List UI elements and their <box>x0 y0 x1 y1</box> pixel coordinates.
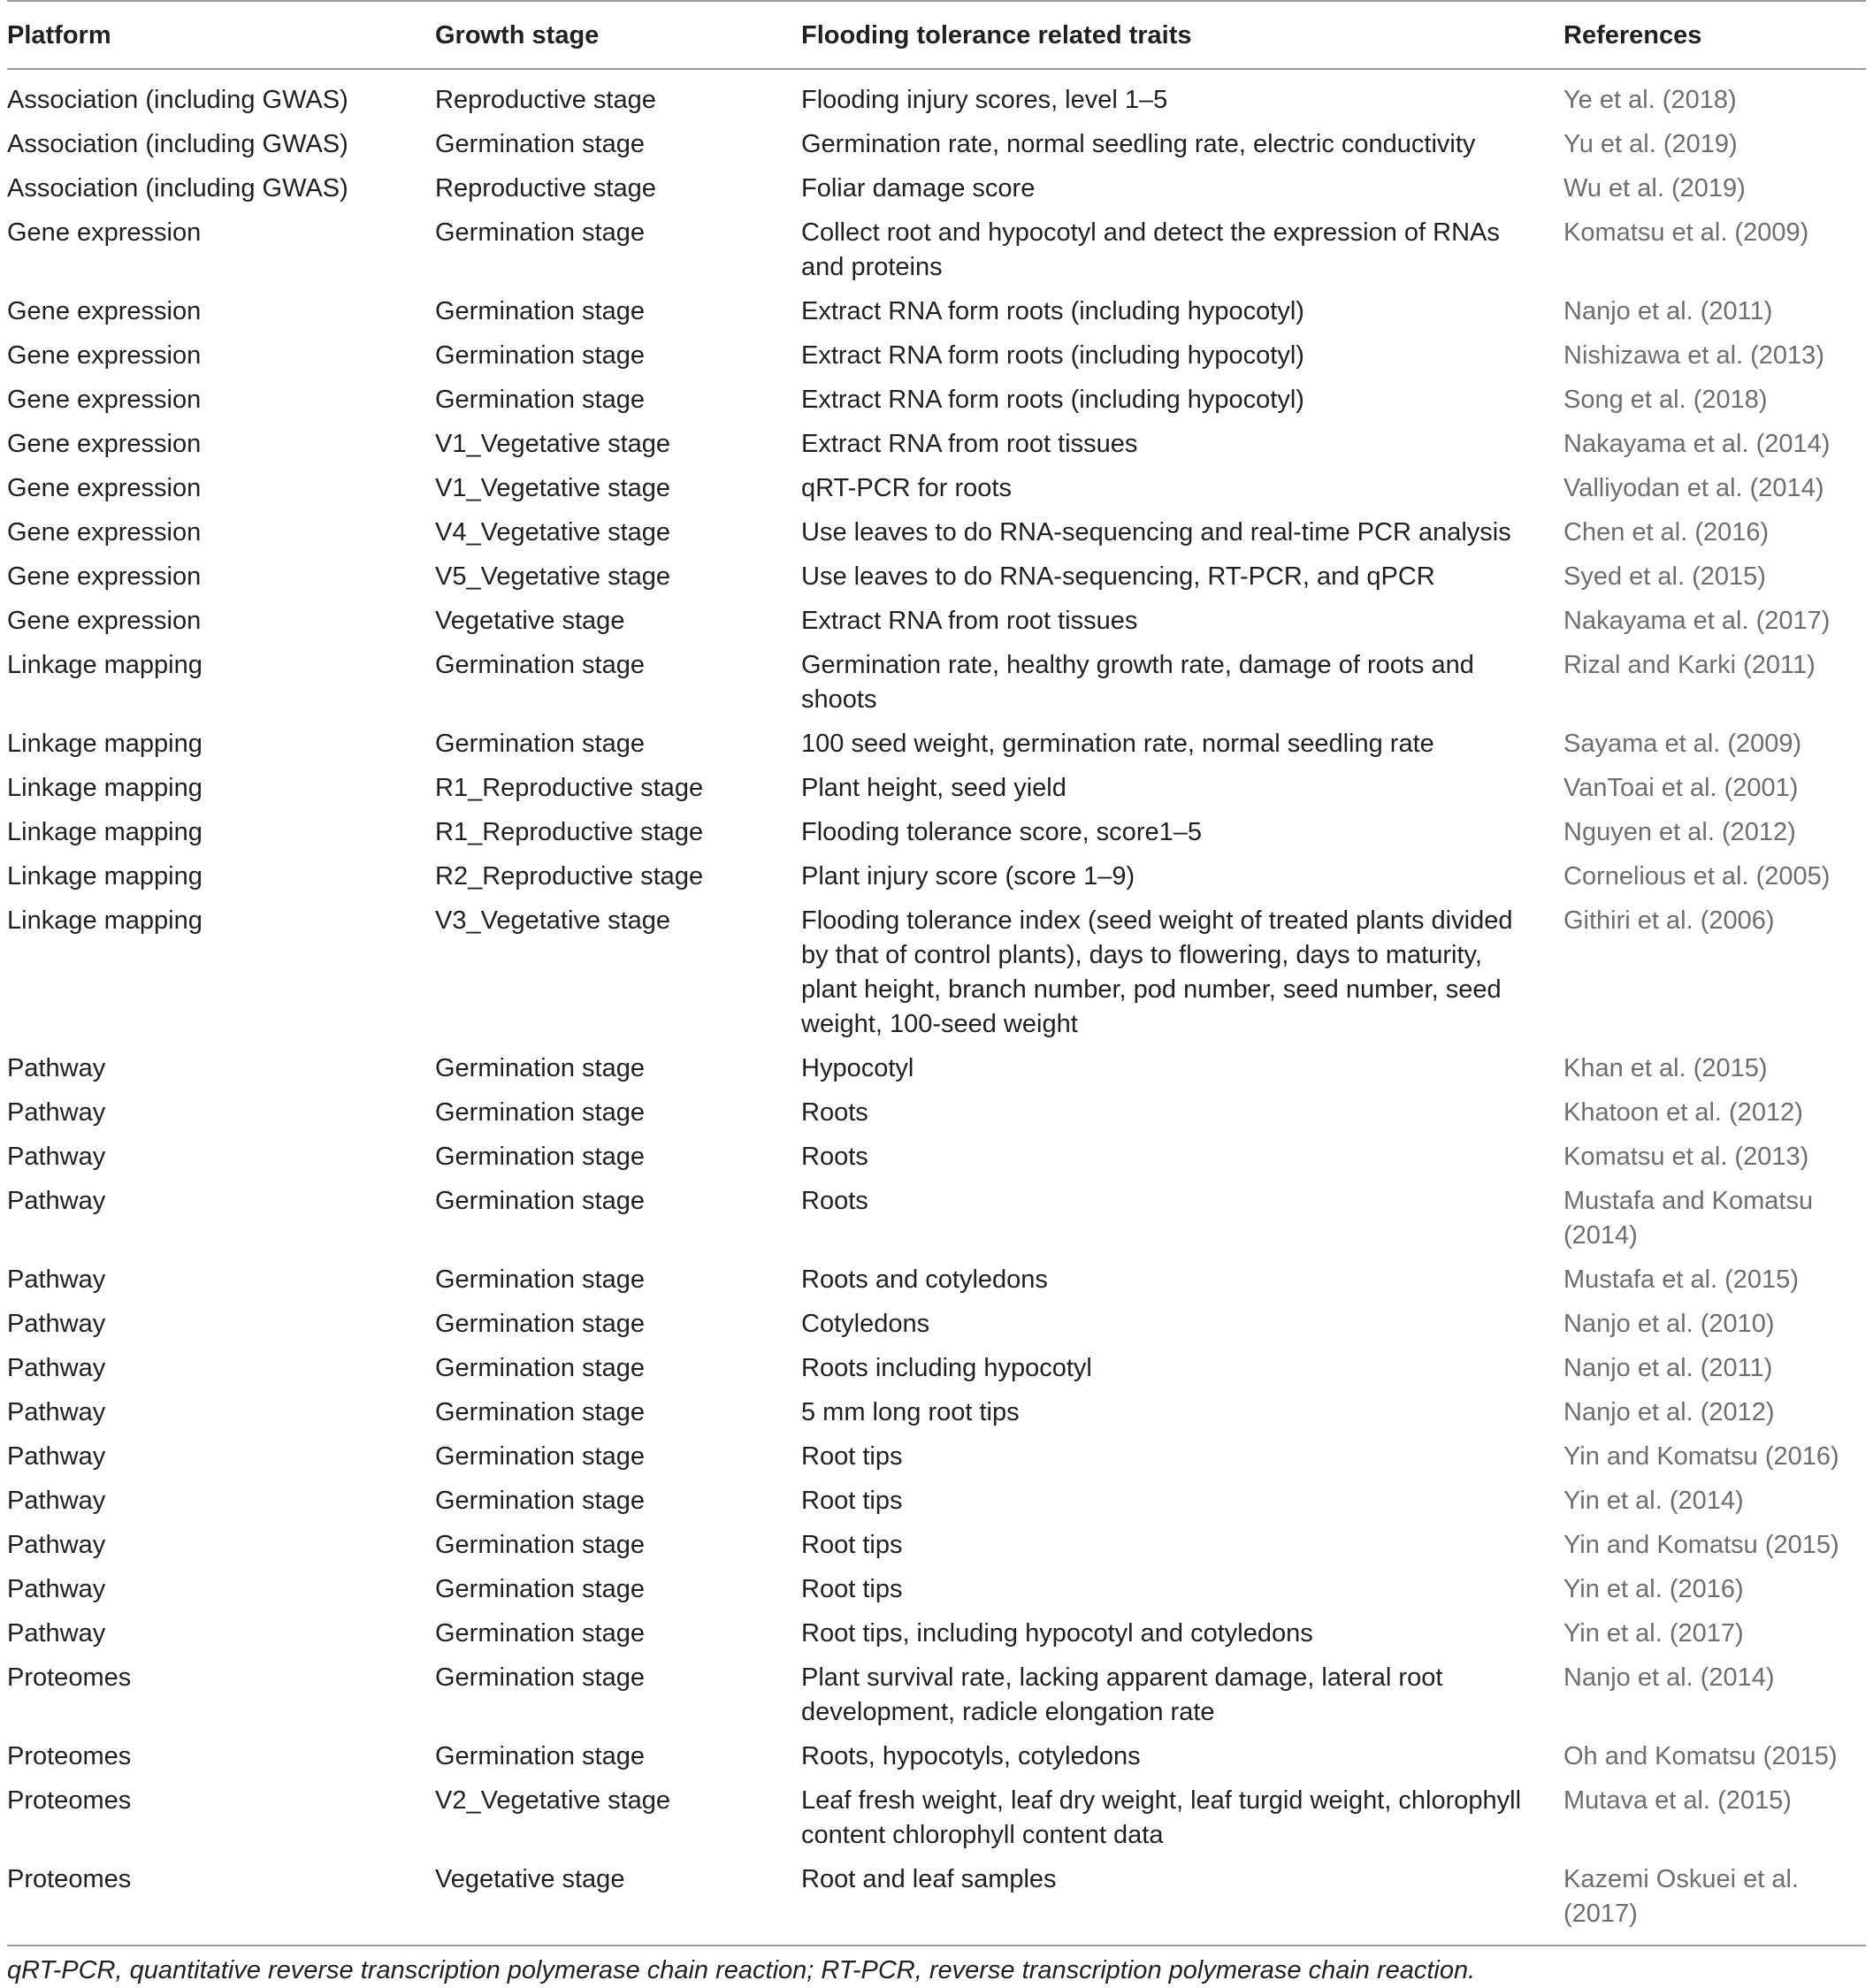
table-row <box>7 469 1866 513</box>
trait-cell: Plant survival rate, lacking apparent damage, lateral root development, radicle elongation rate <box>801 1663 1443 1726</box>
growth-stage-cell: Germination stage <box>435 218 645 247</box>
trait-cell: Extract RNA from root tissues <box>801 430 1138 458</box>
table-row <box>7 857 1866 901</box>
header-row <box>7 1 1866 69</box>
table-row <box>7 1260 1866 1304</box>
trait-cell: Extract RNA form roots (including hypocotyl) <box>801 297 1304 325</box>
table-row <box>7 424 1866 469</box>
growth-stage-cell: Germination stage <box>435 1487 645 1515</box>
header-platform: Platform <box>7 21 111 50</box>
growth-stage-cell: Germination stage <box>435 1742 645 1770</box>
header-references: References <box>1563 21 1702 50</box>
trait-cell: Extract RNA form roots (including hypocotyl) <box>801 341 1304 370</box>
reference-cell: Mustafa et al. (2015) <box>1563 1265 1799 1294</box>
reference-cell: Yu et al. (2019) <box>1563 130 1738 158</box>
trait-cell: 5 mm long root tips <box>801 1398 1020 1426</box>
trait-cell: Roots and cotyledons <box>801 1265 1048 1294</box>
platform-cell: Gene expression <box>7 341 202 370</box>
growth-stage-cell: R1_Reproductive stage <box>435 774 704 802</box>
table-row <box>7 1349 1866 1393</box>
trait-cell: Roots <box>801 1143 868 1171</box>
growth-stage-cell: Germination stage <box>435 341 645 370</box>
reference-cell: Valliyodan et al. (2014) <box>1563 474 1824 502</box>
platform-cell: Gene expression <box>7 386 202 414</box>
reference-cell: Githiri et al. (2006) <box>1563 906 1775 935</box>
platform-cell: Linkage mapping <box>7 906 203 935</box>
reference-cell: Yin et al. (2016) <box>1563 1575 1744 1603</box>
table-row <box>7 292 1866 336</box>
reference-cell: Yin and Komatsu (2016) <box>1563 1442 1839 1471</box>
platform-cell: Linkage mapping <box>7 818 203 846</box>
growth-stage-cell: Reproductive stage <box>435 174 656 203</box>
table-footnote: qRT-PCR, quantitative reverse transcription polymerase chain reaction; RT-PCR, reverse transcription polymerase chain reaction. <box>7 1956 1476 1984</box>
table-row <box>7 1437 1866 1481</box>
reference-cell: Chen et al. (2016) <box>1563 518 1770 547</box>
table-row <box>7 169 1866 213</box>
growth-stage-cell: Germination stage <box>435 386 645 414</box>
table-row <box>7 557 1866 601</box>
growth-stage-cell: R2_Reproductive stage <box>435 862 704 891</box>
table-row <box>7 601 1866 646</box>
reference-cell: Yin et al. (2014) <box>1563 1487 1744 1515</box>
reference-cell: Rizal and Karki (2011) <box>1563 651 1816 679</box>
platform-cell: Gene expression <box>7 518 202 547</box>
platform-cell: Linkage mapping <box>7 651 203 679</box>
reference-cell: Mutava et al. (2015) <box>1563 1786 1792 1815</box>
platform-cell: Pathway <box>7 1487 106 1515</box>
reference-cell: Cornelious et al. (2005) <box>1563 862 1831 891</box>
growth-stage-cell: Germination stage <box>435 1575 645 1603</box>
reference-cell: Nanjo et al. (2011) <box>1563 297 1773 325</box>
reference-cell: Nakayama et al. (2014) <box>1563 430 1831 458</box>
platform-cell: Pathway <box>7 1354 106 1382</box>
trait-cell: Extract RNA from root tissues <box>801 607 1138 635</box>
reference-cell: Nanjo et al. (2014) <box>1563 1663 1775 1692</box>
reference-cell: Syed et al. (2015) <box>1563 562 1766 591</box>
trait-cell: 100 seed weight, germination rate, normal seedling rate <box>801 730 1434 758</box>
table-row <box>7 1658 1866 1737</box>
reference-cell: Kazemi Oskuei et al. (2017) <box>1563 1865 1799 1928</box>
trait-cell: Germination rate, normal seedling rate, electric conductivity <box>801 130 1476 158</box>
reference-cell: Yin et al. (2017) <box>1563 1619 1744 1648</box>
growth-stage-cell: Germination stage <box>435 1054 645 1082</box>
growth-stage-cell: Reproductive stage <box>435 86 656 114</box>
table-row <box>7 513 1866 557</box>
trait-cell: Root tips <box>801 1531 903 1559</box>
growth-stage-cell: V1_Vegetative stage <box>435 430 671 458</box>
platform-cell: Gene expression <box>7 474 202 502</box>
trait-cell: Root tips, including hypocotyl and cotyledons <box>801 1619 1313 1648</box>
platform-cell: Pathway <box>7 1187 106 1215</box>
header-growth-stage: Growth stage <box>435 21 600 50</box>
platform-cell: Association (including GWAS) <box>7 130 348 158</box>
platform-cell: Pathway <box>7 1054 106 1082</box>
growth-stage-cell: Vegetative stage <box>435 1865 625 1893</box>
table-row <box>7 69 1866 125</box>
table-row <box>7 1737 1866 1781</box>
table-row <box>7 380 1866 424</box>
table-body <box>7 69 1866 1946</box>
trait-cell: qRT-PCR for roots <box>801 474 1012 502</box>
platform-cell: Gene expression <box>7 218 202 247</box>
table-row <box>7 213 1866 292</box>
platform-cell: Linkage mapping <box>7 730 203 758</box>
trait-cell: Roots including hypocotyl <box>801 1354 1092 1382</box>
table-row <box>7 768 1866 813</box>
growth-stage-cell: Germination stage <box>435 1663 645 1692</box>
platform-cell: Pathway <box>7 1442 106 1471</box>
table-row <box>7 1570 1866 1614</box>
trait-cell: Root tips <box>801 1487 903 1515</box>
table-row <box>7 1525 1866 1570</box>
table-row <box>7 125 1866 169</box>
growth-stage-cell: Germination stage <box>435 1398 645 1426</box>
platform-cell: Pathway <box>7 1098 106 1127</box>
table-row <box>7 1181 1866 1260</box>
platform-cell: Linkage mapping <box>7 862 203 891</box>
trait-cell: Hypocotyl <box>801 1054 914 1082</box>
growth-stage-cell: Germination stage <box>435 1619 645 1648</box>
reference-cell: Mustafa and Komatsu (2014) <box>1563 1187 1814 1250</box>
platform-cell: Association (including GWAS) <box>7 174 348 203</box>
platform-cell: Pathway <box>7 1310 106 1338</box>
table-row <box>7 1137 1866 1181</box>
reference-cell: Nakayama et al. (2017) <box>1563 607 1831 635</box>
table-row <box>7 336 1866 380</box>
platform-cell: Pathway <box>7 1265 106 1294</box>
reference-cell: VanToai et al. (2001) <box>1563 774 1799 802</box>
trait-cell: Flooding injury scores, level 1–5 <box>801 86 1168 114</box>
platform-cell: Linkage mapping <box>7 774 203 802</box>
platform-cell: Gene expression <box>7 430 202 458</box>
table-row <box>7 1304 1866 1349</box>
table-row <box>7 1860 1866 1946</box>
platform-cell: Proteomes <box>7 1663 132 1692</box>
trait-cell: Use leaves to do RNA-sequencing, RT-PCR, and qPCR <box>801 562 1435 591</box>
growth-stage-cell: V4_Vegetative stage <box>435 518 671 547</box>
trait-cell: Root tips <box>801 1575 903 1603</box>
growth-stage-cell: Germination stage <box>435 1531 645 1559</box>
reference-cell: Nanjo et al. (2010) <box>1563 1310 1775 1338</box>
platform-cell: Proteomes <box>7 1865 132 1893</box>
reference-cell: Yin and Komatsu (2015) <box>1563 1531 1839 1559</box>
reference-cell: Khatoon et al. (2012) <box>1563 1098 1803 1127</box>
table-row <box>7 1093 1866 1137</box>
growth-stage-cell: Vegetative stage <box>435 607 625 635</box>
trait-cell: Plant height, seed yield <box>801 774 1066 802</box>
table-row <box>7 1614 1866 1658</box>
trait-cell: Root tips <box>801 1442 903 1471</box>
trait-cell: Cotyledons <box>801 1310 930 1338</box>
table-row <box>7 1481 1866 1525</box>
trait-cell: Flooding tolerance index (seed weight of treated plants divided by that of control plants), days to flowering, days to maturity, plant height, branch number, pod number, seed number, seed weight, 100-seed weight <box>801 906 1513 1038</box>
growth-stage-cell: Germination stage <box>435 130 645 158</box>
platform-cell: Gene expression <box>7 607 202 635</box>
trait-cell: Collect root and hypocotyl and detect the expression of RNAs and proteins <box>801 218 1500 281</box>
table-row <box>7 646 1866 724</box>
growth-stage-cell: V1_Vegetative stage <box>435 474 671 502</box>
growth-stage-cell: Germination stage <box>435 1310 645 1338</box>
table-row <box>7 1049 1866 1093</box>
growth-stage-cell: Germination stage <box>435 1354 645 1382</box>
table-row <box>7 901 1866 1049</box>
trait-cell: Roots <box>801 1187 868 1215</box>
trait-cell: Flooding tolerance score, score1–5 <box>801 818 1202 846</box>
trait-cell: Germination rate, healthy growth rate, damage of roots and shoots <box>801 651 1474 714</box>
trait-cell: Foliar damage score <box>801 174 1036 203</box>
reference-cell: Komatsu et al. (2013) <box>1563 1143 1809 1171</box>
platform-cell: Pathway <box>7 1531 106 1559</box>
reference-cell: Nanjo et al. (2011) <box>1563 1354 1773 1382</box>
growth-stage-cell: V3_Vegetative stage <box>435 906 671 935</box>
reference-cell: Sayama et al. (2009) <box>1563 730 1802 758</box>
growth-stage-cell: Germination stage <box>435 1442 645 1471</box>
trait-cell: Roots, hypocotyls, cotyledons <box>801 1742 1141 1770</box>
trait-cell: Use leaves to do RNA-sequencing and real-time PCR analysis <box>801 518 1511 547</box>
platform-cell: Proteomes <box>7 1742 132 1770</box>
platform-cell: Gene expression <box>7 562 202 591</box>
trait-cell: Leaf fresh weight, leaf dry weight, leaf turgid weight, chlorophyll content chlorophyll content data <box>801 1786 1522 1849</box>
trait-cell: Roots <box>801 1098 868 1127</box>
trait-cell: Extract RNA form roots (including hypocotyl) <box>801 386 1304 414</box>
header-traits: Flooding tolerance related traits <box>801 21 1192 50</box>
reference-cell: Khan et al. (2015) <box>1563 1054 1768 1082</box>
platform-cell: Pathway <box>7 1575 106 1603</box>
reference-cell: Wu et al. (2019) <box>1563 174 1746 203</box>
reference-cell: Song et al. (2018) <box>1563 386 1768 414</box>
platform-cell: Pathway <box>7 1398 106 1426</box>
growth-stage-cell: R1_Reproductive stage <box>435 818 704 846</box>
growth-stage-cell: V5_Vegetative stage <box>435 562 671 591</box>
growth-stage-cell: Germination stage <box>435 1143 645 1171</box>
table-row <box>7 1393 1866 1437</box>
flooding-tolerance-table <box>7 0 1866 1946</box>
growth-stage-cell: Germination stage <box>435 730 645 758</box>
table-row <box>7 1781 1866 1860</box>
growth-stage-cell: V2_Vegetative stage <box>435 1786 671 1815</box>
platform-cell: Proteomes <box>7 1786 132 1815</box>
growth-stage-cell: Germination stage <box>435 651 645 679</box>
table-row <box>7 724 1866 768</box>
reference-cell: Ye et al. (2018) <box>1563 86 1737 114</box>
growth-stage-cell: Germination stage <box>435 1098 645 1127</box>
reference-cell: Nanjo et al. (2012) <box>1563 1398 1775 1426</box>
trait-cell: Root and leaf samples <box>801 1865 1057 1893</box>
table-header <box>7 1 1866 69</box>
reference-cell: Komatsu et al. (2009) <box>1563 218 1809 247</box>
growth-stage-cell: Germination stage <box>435 297 645 325</box>
reference-cell: Nishizawa et al. (2013) <box>1563 341 1824 370</box>
reference-cell: Nguyen et al. (2012) <box>1563 818 1796 846</box>
table-row <box>7 813 1866 857</box>
reference-cell: Oh and Komatsu (2015) <box>1563 1742 1838 1770</box>
growth-stage-cell: Germination stage <box>435 1265 645 1294</box>
platform-cell: Gene expression <box>7 297 202 325</box>
trait-cell: Plant injury score (score 1–9) <box>801 862 1135 891</box>
growth-stage-cell: Germination stage <box>435 1187 645 1215</box>
platform-cell: Pathway <box>7 1619 106 1648</box>
platform-cell: Association (including GWAS) <box>7 86 348 114</box>
platform-cell: Pathway <box>7 1143 106 1171</box>
